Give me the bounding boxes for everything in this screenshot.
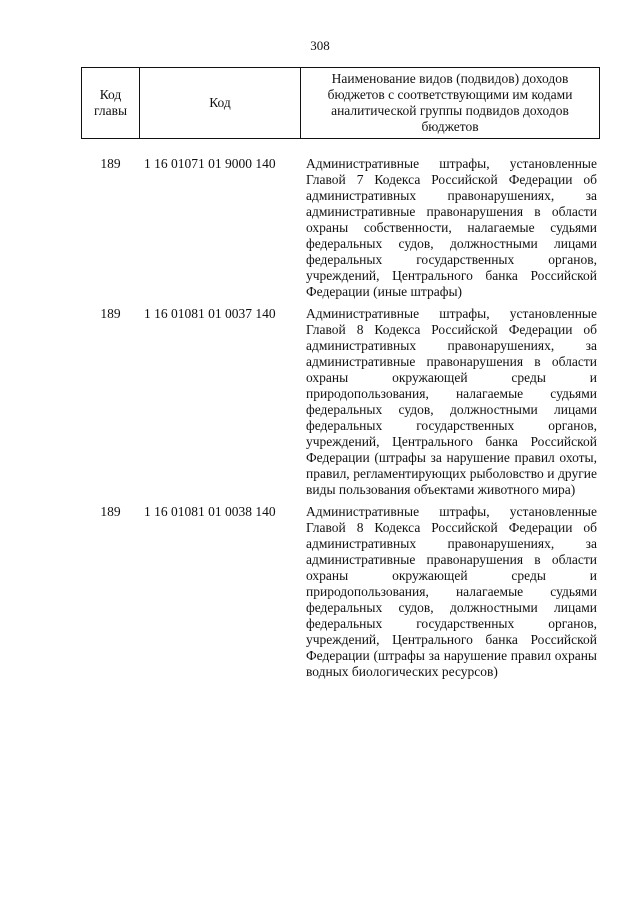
table-row: [81, 156, 600, 300]
row-chapter-code: 189: [100, 156, 121, 171]
row-chapter-code: 189: [100, 504, 121, 519]
row-code: 1 16 01071 01 9000 140: [144, 156, 276, 171]
row-code: 1 16 01081 01 0038 140: [144, 504, 276, 519]
table-body: [81, 156, 600, 686]
table-row: [81, 306, 600, 498]
header-chapter-code: Код главы: [82, 68, 140, 139]
table-row: [81, 504, 600, 680]
row-revenue-name: Административные штрафы, установленные Главой 8 Кодекса Российской Федерации об административных правонарушениях, за административные правонарушения в области охраны окружающей среды и природопользования, налагаемые судьями федеральных судов, должностными лицами федеральных государственных органов, учреждений, Центрального банка Российской Федерации (штрафы за нарушение правил охоты, правил, регламентирующих рыболовство и другие виды пользования объектами животного мира): [306, 306, 597, 497]
header-row: [82, 68, 600, 139]
row-code: 1 16 01081 01 0037 140: [144, 306, 276, 321]
header-code: Код: [140, 68, 301, 139]
row-revenue-name: Административные штрафы, установленные Главой 8 Кодекса Российской Федерации об административных правонарушениях, за административные правонарушения в области охраны окружающей среды и природопользования, налагаемые судьями федеральных судов, должностными лицами федеральных государственных органов, учреждений, Центрального банка Российской Федерации (штрафы за нарушение правил охраны водных биологических ресурсов): [306, 504, 597, 679]
page-number: 308: [310, 38, 330, 53]
header-revenue-name: Наименование видов (подвидов) доходов бюджетов с соответствующими им кодами аналитической группы подвидов доходов бюджетов: [301, 68, 600, 139]
row-revenue-name: Административные штрафы, установленные Главой 7 Кодекса Российской Федерации об административных правонарушениях, за административные правонарушения в области охраны собственности, налагаемые судьями федеральных судов, должностными лицами федеральных государственных органов, учреждений, Центрального банка Российской Федерации (иные штрафы): [306, 156, 597, 299]
row-chapter-code: 189: [100, 306, 121, 321]
table-header: [81, 67, 600, 139]
